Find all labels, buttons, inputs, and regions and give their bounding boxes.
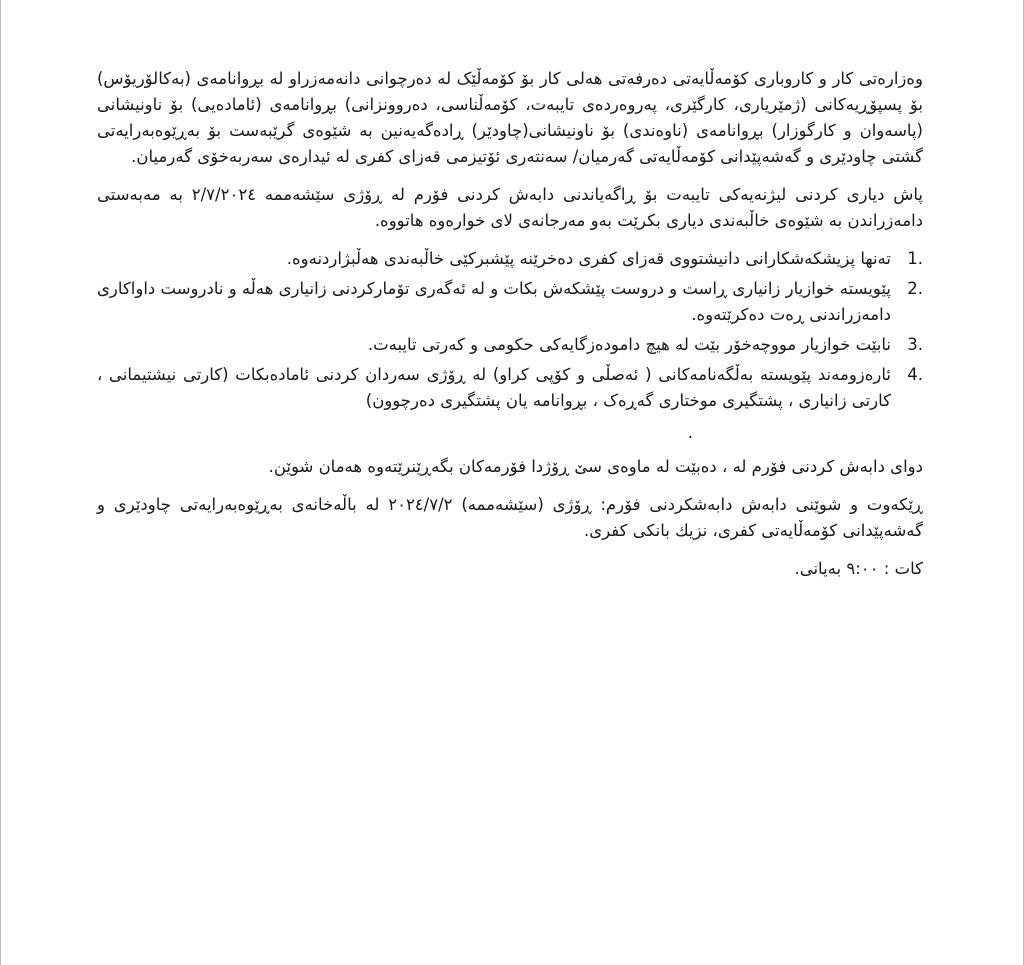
list-text: نابێت خوازیار مووچەخۆر بێت لە هیچ دامودەزگایەکی حکومی و کەرتی تایبەت. <box>367 335 891 354</box>
date-location-paragraph: ڕێکەوت و شوێنی دابەش دابەشکردنی فۆرم: ڕۆژی (سێشەممە) ٢٠٢٤/٧/٢ لە باڵەخانەی بەڕێوەبەرایەتی چاودێری و گەشەپێدانی کۆمەڵایەتی کفری، نزیك بانکی کفری. <box>97 495 923 540</box>
committee-paragraph: پاش دیاری کردنی لیژنەیەکی تایبەت بۆ ڕاگەیاندنی دابەش کردنی فۆرم لە ڕۆژی سێشەممە ٢/٧/٢٠٢٤ بە مەبەستی دامەزراندن بە شێوەی خاڵبەندی دیاری بکرێت بەو مەرجانەی لای خوارەوە هاتووە. <box>97 185 924 230</box>
list-number: 3. <box>907 335 923 354</box>
list-text: تەنها پزیشکەشکارانی دانیشتووی قەزای کفری دەخرێنە پێشبرکێی خاڵبەندی هەڵبژاردنەوە. <box>286 249 891 268</box>
list-item <box>97 246 923 272</box>
document-body <box>97 66 923 594</box>
list-text: ئارەزومەند پێویستە بەڵگەنامەکانی ( ئەصڵی و کۆپی کراو) لە ڕۆژی سەردان کردنی ئامادەبکات (کارتی نیشتیمانی ، کارتی زانیاری ، پشتگیری موختاری گەڕەک ، بڕوانامە یان پشتگیری دەرچوون) <box>97 365 891 410</box>
list-text: پێویستە خوازیار زانیاری ڕاست و دروست پێشکەش بکات و لە ئەگەری تۆمارکردنی زانیاری هەڵە و نادروست داواکاری دامەزراندنی ڕەت دەکرێتەوە. <box>97 279 891 324</box>
list-item <box>97 332 923 358</box>
stray-dot: . <box>687 423 693 442</box>
list-number: 1. <box>907 249 923 268</box>
list-number: 4. <box>907 365 923 384</box>
return-forms-paragraph: دوای دابەش کردنی فۆرم لە ، دەبێت لە ماوەی سێ ڕۆژدا فۆرمەکان بگەڕێنرێتەوە هەمان شوێن. <box>268 457 923 476</box>
time-paragraph: کات : ٩:٠٠ بەیانی. <box>794 559 923 578</box>
list-item <box>97 276 923 328</box>
list-number: 2. <box>907 279 923 298</box>
intro-paragraph: وەزارەتی کار و کاروباری کۆمەڵایەتی دەرفەتی هەلی کار بۆ کۆمەڵێک لە دەرچوانی دانەمەزراو لە بڕوانامەی (بەکالۆریۆس) بۆ پسپۆڕیەکانی (ژمێریاری، کارگێری، پەروەردەی تایبەت، کۆمەڵناسی، دەروونزانی) بڕوانامەی (ئامادەیی) بۆ ناونیشانی (پاسەوان و کارگوزار) بڕوانامەی (ناوەندی) بۆ ناونیشانی(چاودێر) ڕادەگەیەنین بە شێوەی گرێبەست بۆ بەڕێوەبەرایەتی گشتی چاودێری و گەشەپێدانی کۆمەڵایەتی گەرمیان/ سەنتەری ئۆتیزمی قەزای کفری لە ئیدارەی سەربەخۆی گەرمیان. <box>97 69 923 166</box>
list-item <box>97 362 923 414</box>
conditions-list <box>97 246 923 414</box>
